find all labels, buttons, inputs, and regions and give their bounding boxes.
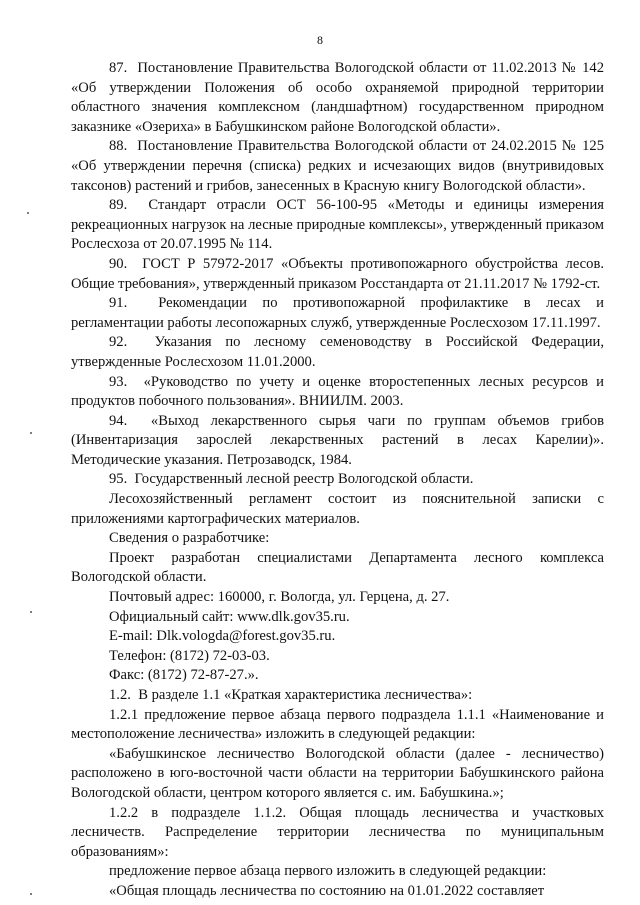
- postal-address: Почтовый адрес: 160000, г. Вологда, ул. Герцена, д. 27.: [109, 589, 450, 606]
- section-1-2-2: 1.2.2 в подразделе 1.1.2. Общая площадь лесничества и участковых лесничеств. Распределение территории лесничества по муниципальным образованиям»:: [71, 804, 604, 860]
- paragraph-87: 87. Постановление Правительства Вологодской области от 11.02.2013 № 142 «Об утверждении Положения об особо охраняемой природной территории областного значения комплексном (ландшафтном) государственном природном заказнике «Озериха» в Бабушкинском районе Вологодской области».: [71, 60, 604, 135]
- developer-heading: Сведения о разработчике:: [109, 530, 270, 547]
- paragraph-90: 90. ГОСТ Р 57972-2017 «Объекты противопожарного обустройства лесов. Общие требования», утвержденный приказом Росстандарта от 21.11.2017 № 1792-ст.: [71, 255, 604, 292]
- document-body: [71, 59, 604, 902]
- paragraph-93: 93. «Руководство по учету и оценке второстепенных лесных ресурсов и продуктов побочного пользования». ВНИИЛМ. 2003.: [71, 373, 604, 410]
- scan-speck: [30, 611, 32, 613]
- section-1-2: 1.2. В разделе 1.1 «Краткая характеристика лесничества»:: [109, 687, 473, 703]
- total-area-paragraph: «Общая площадь лесничества по состоянию на 01.01.2022 составляет: [109, 882, 545, 899]
- scan-speck: [27, 212, 29, 214]
- page-number: 8: [317, 33, 323, 47]
- quoted-forestry-description: «Бабушкинское лесничество Вологодской области (далее - лесничество) расположено в юго-восточной части области на территории Бабушкинского района Вологодской области, центром которого является с. им. Бабушкина.»;: [71, 745, 604, 801]
- official-site: Официальный сайт: www.dlk.gov35.ru.: [109, 608, 350, 625]
- paragraph-91: 91. Рекомендации по противопожарной профилактике в лесах и регламентации работы лесопожарных служб, утвержденные Рослесхозом 17.11.1997.: [71, 295, 604, 331]
- paragraph-94: 94. «Выход лекарственного сырья чаги по группам объемов грибов (Инвентаризация зарослей лекарственных растений в лесах Карелии)». Методические указания. Петрозаводск, 1984.: [71, 412, 604, 468]
- paragraph-89: 89. Стандарт отрасли ОСТ 56-100-95 «Методы и единицы измерения рекреационных нагрузок на лесные природные комплексы», утвержденный приказом Рослесхоза от 20.07.1995 № 114.: [71, 197, 604, 253]
- regulation-composition: Лесохозяйственный регламент состоит из пояснительной записки с приложениями картографических материалов.: [71, 491, 604, 527]
- email: E-mail: Dlk.vologda@forest.gov35.ru.: [109, 628, 336, 645]
- paragraph-88: 88. Постановление Правительства Вологодской области от 24.02.2015 № 125 «Об утверждении перечня (списка) редких и исчезающих видов (внутривидовых таксонов) растений и грибов, занесенных в Красную книгу Вологодской области».: [71, 138, 604, 194]
- paragraph-92: 92. Указания по лесному семеноводству в Российской Федерации, утвержденные Рослесхозом 11.01.2000.: [71, 334, 604, 370]
- phone: Телефон: (8172) 72-03-03.: [109, 647, 270, 664]
- sentence-edit-instruction: предложение первое абзаца первого изложить в следующей редакции:: [109, 863, 547, 880]
- paragraph-95: 95. Государственный лесной реестр Вологодской области.: [109, 471, 474, 488]
- section-1-2-1: 1.2.1 предложение первое абзаца первого подраздела 1.1.1 «Наименование и местоположение лесничества» изложить в следующей редакции:: [71, 706, 604, 743]
- scan-speck: [30, 893, 32, 895]
- fax: Факс: (8172) 72-87-27.».: [109, 667, 259, 684]
- developer-info: Проект разработан специалистами Департамента лесного комплекса Вологодской области.: [71, 549, 604, 586]
- scan-speck: [30, 432, 32, 434]
